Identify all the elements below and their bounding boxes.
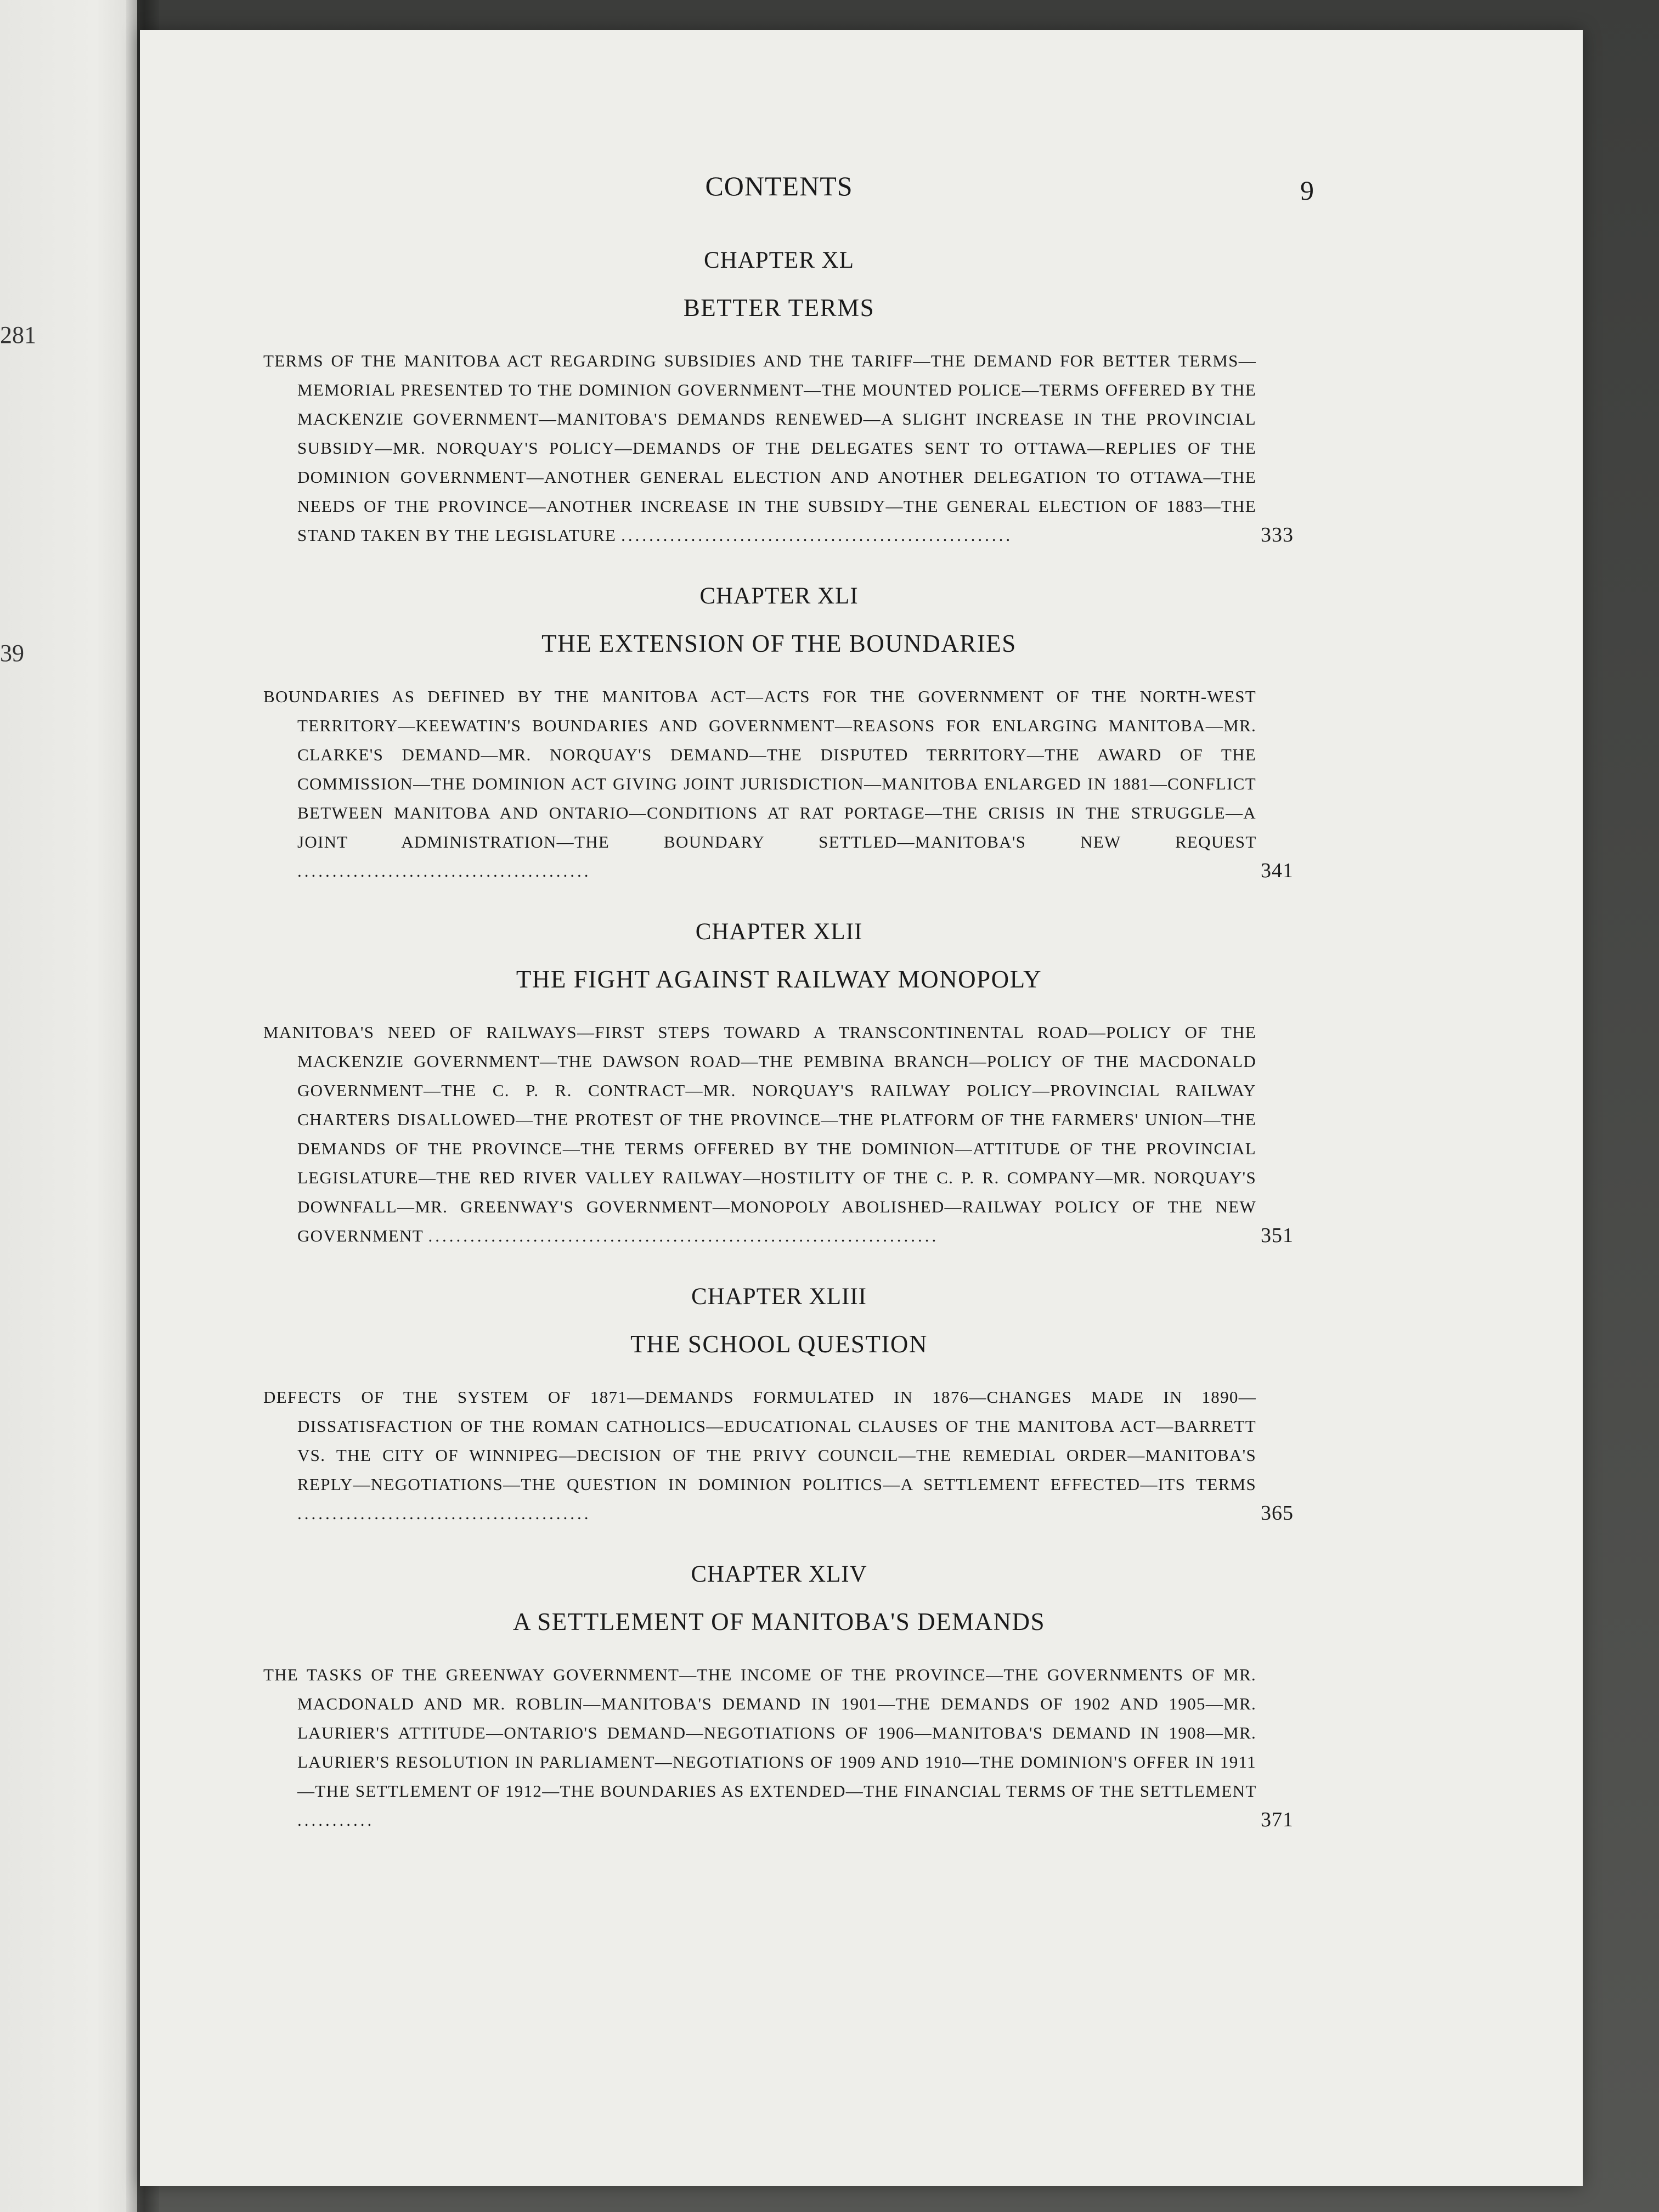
chapter-entry bbox=[263, 247, 1295, 550]
chapter-summary: MANITOBA'S NEED OF RAILWAYS—FIRST STEPS TOWARD A TRANSCONTINENTAL ROAD—POLICY OF THE MACKENZIE GOVERNMENT—THE DAWSON ROAD—THE PEMBINA BRANCH—POLICY OF THE MACDONALD GOVERNMENT—THE C. P. R. CONTRACT—MR. NORQUAY'S RAILWAY POLICY—PROVINCIAL RAILWAY CHARTERS DISALLOWED—THE PROTEST OF THE PROVINCE—THE PLATFORM OF THE FARMERS' UNION—THE DEMANDS OF THE PROVINCE—THE TERMS OFFERED BY THE DOMINION—ATTITUDE OF THE PROVINCIAL LEGISLATURE—THE RED RIVER VALLEY RAILWAY—HOSTILITY OF THE C. P. R. COMPANY—MR. NORQUAY'S DOWNFALL—MR. GREENWAY'S GOVERNMENT—MONOPOLY ABOLISHED—RAILWAY POLICY OF THE NEW GOVERNMENT ......................................................................... 351 bbox=[263, 1023, 1294, 1247]
dot-leader: ........... bbox=[297, 1810, 375, 1830]
dot-leader: .......................................... bbox=[297, 861, 591, 881]
chapter-title: BETTER TERMS bbox=[683, 294, 875, 321]
chapter-entry bbox=[263, 1561, 1295, 1835]
chapter-summary: THE TASKS OF THE GREENWAY GOVERNMENT—THE INCOME OF THE PROVINCE—THE GOVERNMENTS OF MR. MACDONALD AND MR. ROBLIN—MANITOBA'S DEMAND IN 1901—THE DEMANDS OF 1902 AND 1905—MR. LAURIER'S ATTITUDE—ONTARIO'S DEMAND—NEGOTIATIONS OF 1906—MANITOBA'S DEMAND IN 1908—MR. LAURIER'S RESOLUTION IN PARLIAMENT—NEGOTIATIONS OF 1909 AND 1910—THE DOMINION'S OFFER IN 1911—THE SETTLEMENT OF 1912—THE BOUNDARIES AS EXTENDED—THE FINANCIAL TERMS OF THE SETTLEMENT ........... 371 bbox=[263, 1665, 1294, 1831]
chapter-entry bbox=[263, 918, 1295, 1250]
chapter-label: CHAPTER XLII bbox=[695, 919, 863, 945]
chapter-summary: TERMS OF THE MANITOBA ACT REGARDING SUBSIDIES AND THE TARIFF—THE DEMAND FOR BETTER TERMS—MEMORIAL PRESENTED TO THE DOMINION GOVERNMENT—THE MOUNTED POLICE—TERMS OFFERED BY THE MACKENZIE GOVERNMENT—MANITOBA'S DEMANDS RENEWED—A SLIGHT INCREASE IN THE PROVINCIAL SUBSIDY—MR. NORQUAY'S POLICY—DEMANDS OF THE DELEGATES SENT TO OTTAWA—REPLIES OF THE DOMINION GOVERNMENT—ANOTHER GENERAL ELECTION AND ANOTHER DELEGATION TO OTTAWA—THE NEEDS OF THE PROVINCE—ANOTHER INCREASE IN THE SUBSIDY—THE GENERAL ELECTION OF 1883—THE STAND TAKEN BY THE LEGISLATURE ........................................................ 333 bbox=[263, 351, 1294, 546]
chapter-label: CHAPTER XL bbox=[704, 247, 854, 273]
chapter-label: CHAPTER XLIV bbox=[691, 1561, 867, 1587]
chapter-label: CHAPTER XLIII bbox=[691, 1284, 867, 1310]
chapter-summary-text: DEFECTS OF THE SYSTEM OF 1871—DEMANDS FORMULATED IN 1876—CHANGES MADE IN 1890—DISSATISFACTION OF THE ROMAN CATHOLICS—EDUCATIONAL CLAUSES OF THE MANITOBA ACT—BARRETT VS. THE CITY OF WINNIPEG—DECISION OF THE PRIVY COUNCIL—THE REMEDIAL ORDER—MANITOBA'S REPLY—NEGOTIATIONS—THE QUESTION IN DOMINION POLITICS—A SETTLEMENT EFFECTED—ITS TERMS bbox=[263, 1387, 1256, 1494]
page-body bbox=[263, 170, 1314, 1835]
chapter-title: THE EXTENSION OF THE BOUNDARIES bbox=[541, 630, 1017, 657]
chapter-summary-text: TERMS OF THE MANITOBA ACT REGARDING SUBSIDIES AND THE TARIFF—THE DEMAND FOR BETTER TERMS—MEMORIAL PRESENTED TO THE DOMINION GOVERNMENT—THE MOUNTED POLICE—TERMS OFFERED BY THE MACKENZIE GOVERNMENT—MANITOBA'S DEMANDS RENEWED—A SLIGHT INCREASE IN THE PROVINCIAL SUBSIDY—MR. NORQUAY'S POLICY—DEMANDS OF THE DELEGATES SENT TO OTTAWA—REPLIES OF THE DOMINION GOVERNMENT—ANOTHER GENERAL ELECTION AND ANOTHER DELEGATION TO OTTAWA—THE NEEDS OF THE PROVINCE—ANOTHER INCREASE IN THE SUBSIDY—THE GENERAL ELECTION OF 1883—THE STAND TAKEN BY THE LEGISLATURE bbox=[263, 351, 1256, 545]
running-head bbox=[263, 170, 1314, 214]
page-number: 9 bbox=[1300, 175, 1314, 206]
running-title: CONTENTS bbox=[705, 171, 853, 201]
chapter-summary: DEFECTS OF THE SYSTEM OF 1871—DEMANDS FORMULATED IN 1876—CHANGES MADE IN 1890—DISSATISFACTION OF THE ROMAN CATHOLICS—EDUCATIONAL CLAUSES OF THE MANITOBA ACT—BARRETT VS. THE CITY OF WINNIPEG—DECISION OF THE PRIVY COUNCIL—THE REMEDIAL ORDER—MANITOBA'S REPLY—NEGOTIATIONS—THE QUESTION IN DOMINION POLITICS—A SETTLEMENT EFFECTED—ITS TERMS .......................................... 365 bbox=[263, 1387, 1294, 1525]
dot-leader: .......................................... bbox=[297, 1504, 591, 1523]
chapter-summary-text: THE TASKS OF THE GREENWAY GOVERNMENT—THE INCOME OF THE PROVINCE—THE GOVERNMENTS OF MR. MACDONALD AND MR. ROBLIN—MANITOBA'S DEMAND IN 1901—THE DEMANDS OF 1902 AND 1905—MR. LAURIER'S ATTITUDE—ONTARIO'S DEMAND—NEGOTIATIONS OF 1906—MANITOBA'S DEMAND IN 1908—MR. LAURIER'S RESOLUTION IN PARLIAMENT—NEGOTIATIONS OF 1909 AND 1910—THE DOMINION'S OFFER IN 1911—THE SETTLEMENT OF 1912—THE BOUNDARIES AS EXTENDED—THE FINANCIAL TERMS OF THE SETTLEMENT bbox=[263, 1665, 1256, 1801]
chapter-label: CHAPTER XLI bbox=[699, 583, 859, 609]
contents-page bbox=[140, 30, 1583, 2186]
dot-leader: ........................................................ bbox=[621, 526, 1013, 545]
facing-page-number: 39 bbox=[0, 640, 24, 667]
chapter-title: A SETTLEMENT OF MANITOBA'S DEMANDS bbox=[512, 1608, 1045, 1635]
chapter-entry bbox=[263, 583, 1295, 885]
chapter-summary-text: BOUNDARIES AS DEFINED BY THE MANITOBA ACT—ACTS FOR THE GOVERNMENT OF THE NORTH-WEST TERRITORY—KEEWATIN'S BOUNDARIES AND GOVERNMENT—REASONS FOR ENLARGING MANITOBA—MR. CLARKE'S DEMAND—MR. NORQUAY'S DEMAND—THE DISPUTED TERRITORY—THE AWARD OF THE COMMISSION—THE DOMINION ACT GIVING JOINT JURISDICTION—MANITOBA ENLARGED IN 1881—CONFLICT BETWEEN MANITOBA AND ONTARIO—CONDITIONS AT RAT PORTAGE—THE CRISIS IN THE STRUGGLE—A JOINT ADMINISTRATION—THE BOUNDARY SETTLED—MANITOBA'S NEW REQUEST bbox=[263, 687, 1256, 851]
chapter-title: THE SCHOOL QUESTION bbox=[630, 1330, 928, 1358]
dot-leader: ......................................................................... bbox=[428, 1226, 939, 1245]
facing-page bbox=[0, 0, 137, 2212]
chapter-title: THE FIGHT AGAINST RAILWAY MONOPOLY bbox=[516, 966, 1042, 993]
chapter-entry bbox=[263, 1283, 1295, 1528]
chapter-summary: BOUNDARIES AS DEFINED BY THE MANITOBA ACT—ACTS FOR THE GOVERNMENT OF THE NORTH-WEST TERRITORY—KEEWATIN'S BOUNDARIES AND GOVERNMENT—REASONS FOR ENLARGING MANITOBA—MR. CLARKE'S DEMAND—MR. NORQUAY'S DEMAND—THE DISPUTED TERRITORY—THE AWARD OF THE COMMISSION—THE DOMINION ACT GIVING JOINT JURISDICTION—MANITOBA ENLARGED IN 1881—CONFLICT BETWEEN MANITOBA AND ONTARIO—CONDITIONS AT RAT PORTAGE—THE CRISIS IN THE STRUGGLE—A JOINT ADMINISTRATION—THE BOUNDARY SETTLED—MANITOBA'S NEW REQUEST .......................................... 341 bbox=[263, 687, 1294, 882]
chapter-summary-text: MANITOBA'S NEED OF RAILWAYS—FIRST STEPS TOWARD A TRANSCONTINENTAL ROAD—POLICY OF THE MACKENZIE GOVERNMENT—THE DAWSON ROAD—THE PEMBINA BRANCH—POLICY OF THE MACDONALD GOVERNMENT—THE C. P. R. CONTRACT—MR. NORQUAY'S RAILWAY POLICY—PROVINCIAL RAILWAY CHARTERS DISALLOWED—THE PROTEST OF THE PROVINCE—THE PLATFORM OF THE FARMERS' UNION—THE DEMANDS OF THE PROVINCE—THE TERMS OFFERED BY THE DOMINION—ATTITUDE OF THE PROVINCIAL LEGISLATURE—THE RED RIVER VALLEY RAILWAY—HOSTILITY OF THE C. P. R. COMPANY—MR. NORQUAY'S DOWNFALL—MR. GREENWAY'S GOVERNMENT—MONOPOLY ABOLISHED—RAILWAY POLICY OF THE NEW GOVERNMENT bbox=[263, 1023, 1256, 1245]
facing-page-number: 281 bbox=[0, 321, 36, 348]
